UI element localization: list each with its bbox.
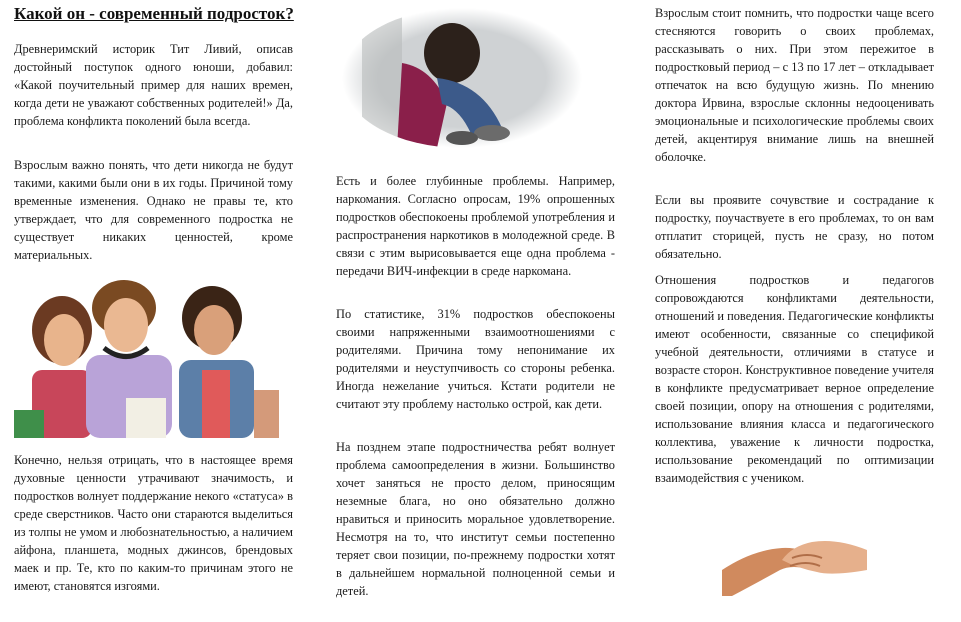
col1-paragraph-1: Древнеримский историк Тит Ливий, описав достойный поступок одного юноши, добавил: «Какой поучительный пример для наших времен, когда дети не уважают собственных родителей!» Да, проблема конфликта поколений была всегда.	[14, 42, 293, 128]
col2-paragraph-2: По статистике, 31% подростков обеспокоены своими напряженными взаимоотношениями с родителями. Причина тому непонимание их родителями и неуступчивость со стороны ребенка. Иногда нежелание учиться. Кстати родители не считают эту проблему настолько острой, как дети.	[336, 307, 615, 411]
col3-paragraph-2: Если вы проявите сочувствие и сострадание к подростку, поучаствуете в его проблемах, то он вам отплатит сторицей, пусть не сразу, но потом обязательно.	[655, 193, 934, 261]
sad-teen-photo	[342, 8, 582, 148]
page-title: Какой он - современный подросток?	[14, 4, 294, 23]
col3-paragraph-3: Отношения подростков и педагогов сопровождаются конфликтами деятельности, отношений и поведения. Педагогические конфликты имеют особенности, связанные со спецификой учебной деятельности, отличиями в статусе и возрасте сторон. Конструктивное поведение учителя в конфликте предусматривает верное определение своей позиции, опору на отношения с родителями, использование влияния класса и педагогического коллектива, уважение к личности подростка, использование рекомендаций по оптимизации взаимодействия с учеником.	[655, 273, 934, 485]
col1-paragraph-2: Взрослым важно понять, что дети никогда не будут такими, какими были они в их годы. Причиной тому временные изменения. Однако не правы те, кто утверждает, что для современного подростка не существует никаких ценностей, кроме материальных.	[14, 158, 293, 262]
col1-paragraph-3: Конечно, нельзя отрицать, что в настоящее время духовные ценности утрачивают значимость, и подростков волнует поддержание некого «статуса» в среде сверстников. Часто они стараются выделиться из толпы не умом и любознательностью, а наличием айфона, планшета, модных джинсов, брендовых маек и пр. Те, кто по каким-то причинам этого не имеют, становятся изгоями.	[14, 453, 293, 593]
teenagers-photo	[14, 270, 279, 438]
col2-paragraph-1: Есть и более глубинные проблемы. Например, наркомания. Согласно опросам, 19% опрошенных подростков обеспокоены проблемой употребления и распространения наркотиков в молодежной среде. В связи с этим вырисовывается еще одна проблема - передачи ВИЧ-инфекции в среде наркомана.	[336, 174, 615, 278]
col2-paragraph-3: На позднем этапе подростничества ребят волнует проблема самоопределения в жизни. Большинство хочет заняться не просто делом, приносящим неземные блага, но оно обязательно должно нравиться и приносить моральное удовлетворение. Несмотря на то, что институт семьи постепенно теряет свои позиции, по-прежнему подростки хотят в дальнейшем нормальной полноценной семьи и детей.	[336, 440, 615, 598]
col3-paragraph-1: Взрослым стоит помнить, что подростки чаще всего стесняются говорить о своих проблемах, рассказывать о них. При этом пережитое в подростковый период – с 13 по 17 лет – откладывает отпечаток на всю будущую жизнь. По мнению доктора Ирвина, взрослые склонны недооценивать эмоциональные и психологические проблемы своих детей, акцентируя внимание лишь на внешней оболочке.	[655, 6, 934, 164]
handshake-photo	[722, 530, 867, 596]
